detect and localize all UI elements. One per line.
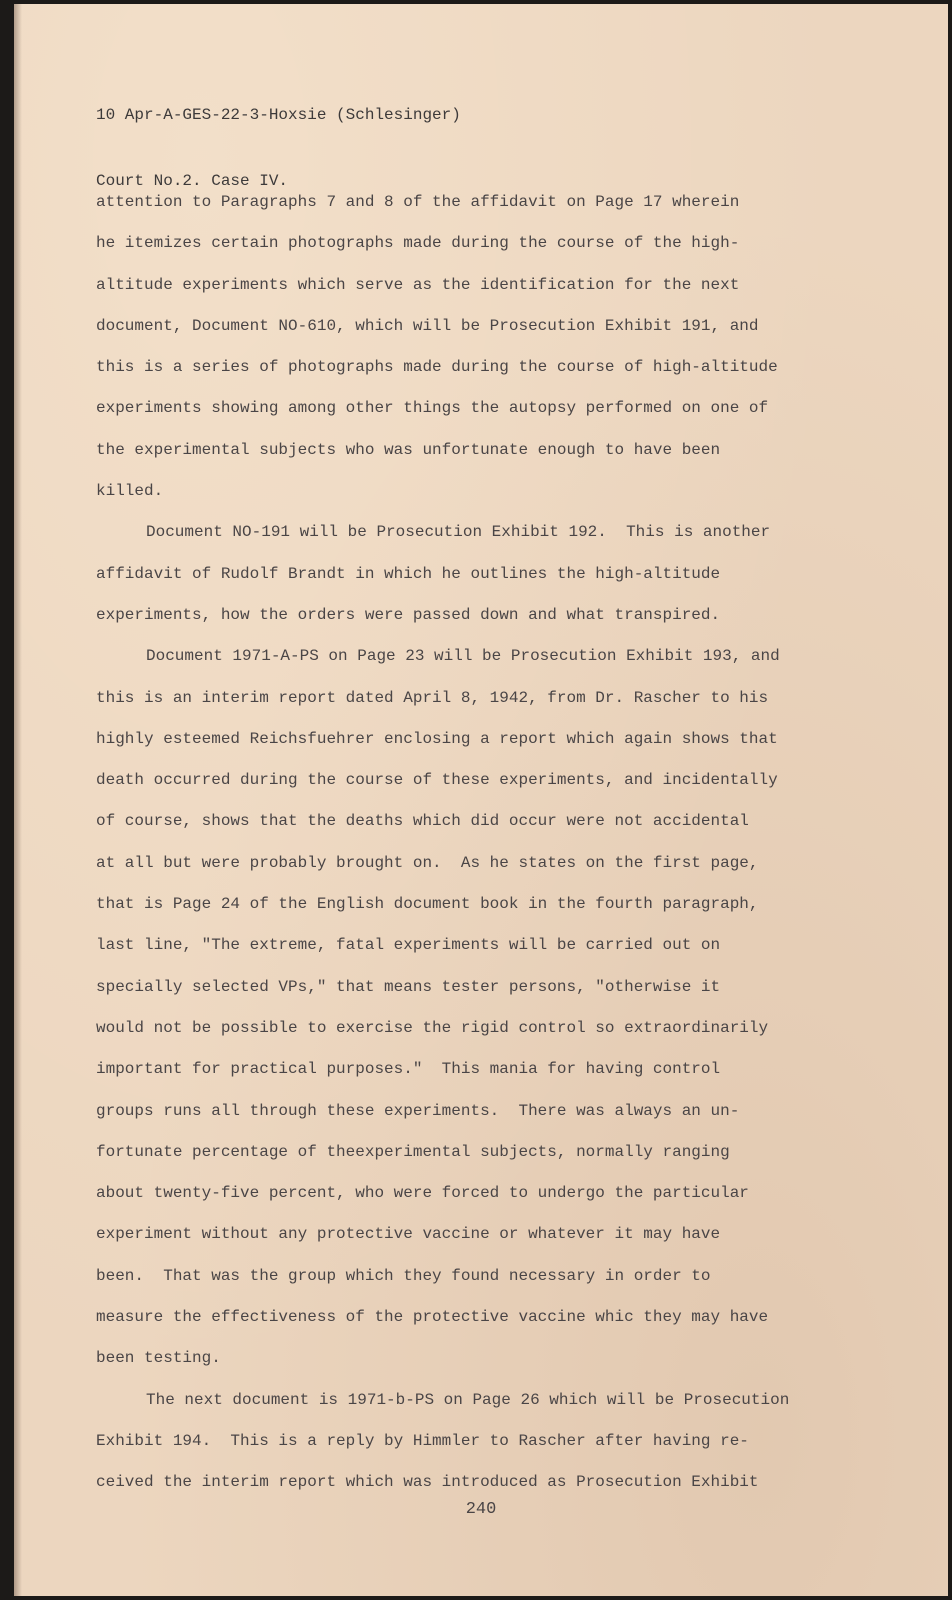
transcript-line: The next document is 1971-b-PS on Page 26 which will be Prosecution: [146, 1390, 790, 1409]
transcript-line: fortunate percentage of theexperimental subjects, normally ranging: [96, 1142, 730, 1161]
transcript-line: the experimental subjects who was unfortunate enough to have been: [96, 440, 721, 459]
page-edge-shadow: [14, 4, 22, 1596]
transcript-line: important for practical purposes." This mania for having control: [96, 1060, 721, 1079]
transcript-line: last line, "The extreme, fatal experiments will be carried out on: [96, 936, 721, 955]
transcript-line: of course, shows that the deaths which did occur were not accidental: [96, 812, 749, 831]
transcript-line: specially selected VPs," that means tester persons, "otherwise it: [96, 977, 721, 996]
transcript-line: experiment without any protective vaccine or whatever it may have: [96, 1225, 721, 1244]
transcript-line: about twenty-five percent, who were forced to undergo the particular: [96, 1184, 749, 1203]
transcript-line: experiments showing among other things the autopsy performed on one of: [96, 399, 769, 418]
transcript-line: ceived the interim report which was introduced as Prosecution Exhibit: [96, 1473, 759, 1492]
transcript-line: this is a series of photographs made during the course of high-altitude: [96, 358, 778, 377]
transcript-line: killed.: [96, 482, 164, 501]
transcript-line: Exhibit 194. This is a reply by Himmler to Rascher after having re-: [96, 1431, 749, 1450]
transcript-line: attention to Paragraphs 7 and 8 of the affidavit on Page 17 wherein: [96, 193, 740, 211]
transcript-line: groups runs all through these experiments. There was always an un-: [96, 1101, 740, 1120]
transcript-line: document, Document NO-610, which will be Prosecution Exhibit 191, and: [96, 316, 759, 335]
transcript-line: Document 1971-A-PS on Page 23 will be Prosecution Exhibit 193, and: [146, 647, 780, 666]
page-number: 240: [465, 1500, 497, 1519]
transcript-line: highly esteemed Reichsfuehrer enclosing a report which again shows that: [96, 729, 778, 748]
header-court-line: Court No.2. Case IV.: [96, 172, 289, 190]
header-reference-line: 10 Apr-A-GES-22-3-Hoxsie (Schlesinger): [96, 106, 461, 124]
transcript-line: that is Page 24 of the English document book in the fourth paragraph,: [96, 895, 759, 914]
transcript-line: death occurred during the course of these experiments, and incidentally: [96, 771, 778, 790]
transcript-line: at all but were probably brought on. As he states on the first page,: [96, 853, 759, 872]
document-page: [14, 4, 948, 1596]
transcript-line: altitude experiments which serve as the identification for the next: [96, 275, 740, 294]
transcript-line: would not be possible to exercise the rigid control so extraordinarily: [96, 1018, 769, 1037]
transcript-body: [96, 182, 856, 1504]
transcript-line: he itemizes certain photographs made during the course of the high-: [96, 234, 740, 253]
transcript-line: affidavit of Rudolf Brandt in which he outlines the high-altitude: [96, 564, 721, 583]
transcript-line: been. That was the group which they found necessary in order to: [96, 1266, 711, 1285]
transcript-line: this is an interim report dated April 8, 1942, from Dr. Rascher to his: [96, 688, 769, 707]
transcript-line: experiments, how the orders were passed down and what transpired.: [96, 605, 721, 624]
transcript-line: been testing.: [96, 1349, 221, 1368]
transcript-line: Document NO-191 will be Prosecution Exhibit 192. This is another: [146, 523, 771, 542]
transcript-line: measure the effectiveness of the protective vaccine whic they may have: [96, 1308, 769, 1327]
